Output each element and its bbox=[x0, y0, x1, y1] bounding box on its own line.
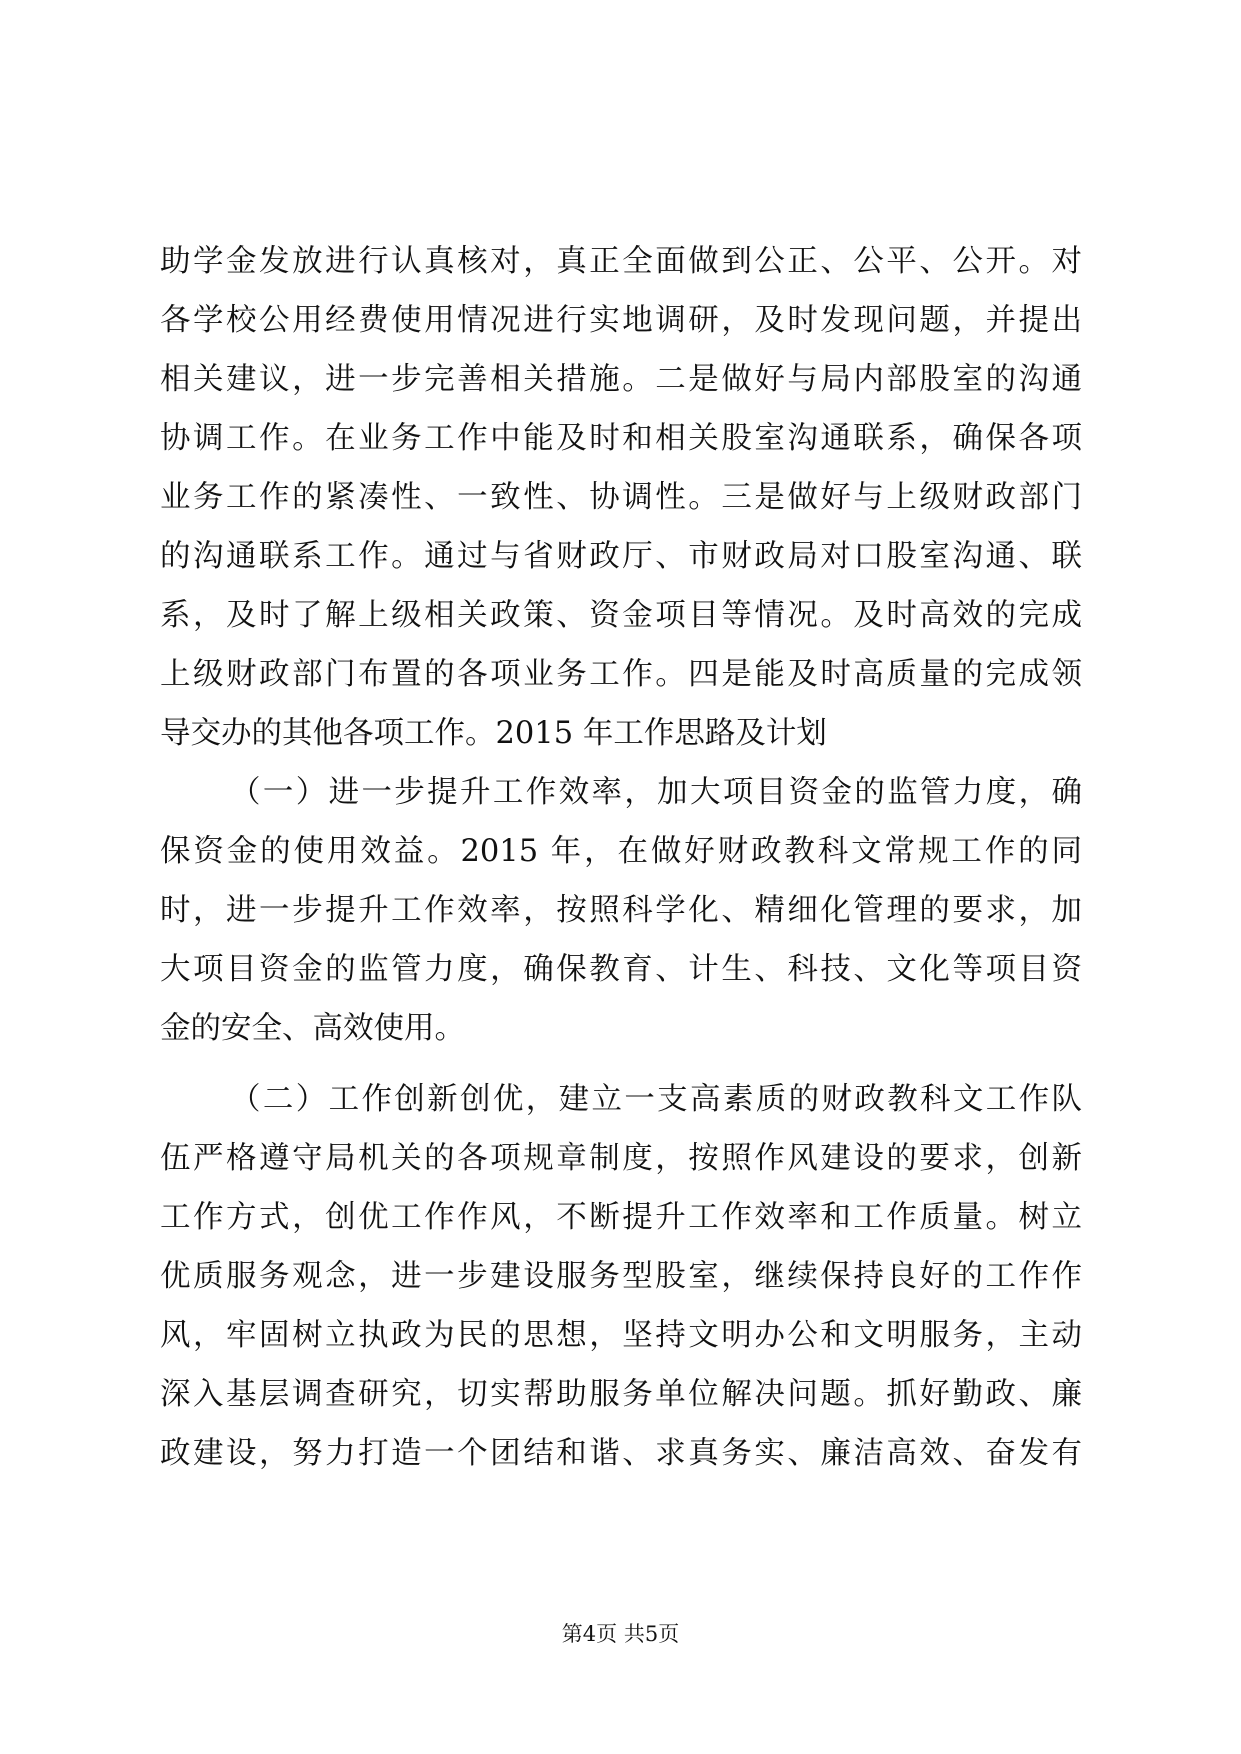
text-line: 时，进一步提升工作效率，按照科学化、精细化管理的要求，加 bbox=[160, 893, 1082, 928]
body-text bbox=[160, 232, 1082, 1483]
text-line: 协调工作。在业务工作中能及时和相关股室沟通联系，确保各项 bbox=[160, 421, 1082, 456]
paragraph-3 bbox=[160, 1070, 1082, 1483]
text-line: （一）进一步提升工作效率，加大项目资金的监管力度，确 bbox=[230, 775, 1082, 810]
text-line: 风，牢固树立执政为民的思想，坚持文明办公和文明服务，主动 bbox=[160, 1318, 1082, 1353]
text-line: 的沟通联系工作。通过与省财政厅、市财政局对口股室沟通、联 bbox=[160, 539, 1082, 574]
text-line: （二）工作创新创优，建立一支高素质的财政教科文工作队 bbox=[230, 1082, 1082, 1117]
text-line: 政建设，努力打造一个团结和谐、求真务实、廉洁高效、奋发有 bbox=[160, 1436, 1082, 1471]
text-line: 大项目资金的监管力度，确保教育、计生、科技、文化等项目资 bbox=[160, 952, 1082, 987]
text-line: 金的安全、高效使用。 bbox=[160, 1011, 465, 1046]
page-number-label: 第4页 共5页 bbox=[561, 1622, 680, 1646]
text-line: 助学金发放进行认真核对，真正全面做到公正、公平、公开。对 bbox=[160, 244, 1082, 279]
paragraph-gap bbox=[160, 1058, 1082, 1070]
text-line: 伍严格遵守局机关的各项规章制度，按照作风建设的要求，创新 bbox=[160, 1141, 1082, 1176]
text-line: 系，及时了解上级相关政策、资金项目等情况。及时高效的完成 bbox=[160, 598, 1082, 633]
text-line: 深入基层调查研究，切实帮助服务单位解决问题。抓好勤政、廉 bbox=[160, 1377, 1082, 1412]
text-line: 业务工作的紧凑性、一致性、协调性。三是做好与上级财政部门 bbox=[160, 480, 1082, 515]
text-line: 相关建议，进一步完善相关措施。二是做好与局内部股室的沟通 bbox=[160, 362, 1082, 397]
page-footer bbox=[0, 1620, 1241, 1648]
text-line: 各学校公用经费使用情况进行实地调研，及时发现问题，并提出 bbox=[160, 303, 1082, 338]
text-line: 上级财政部门布置的各项业务工作。四是能及时高质量的完成领 bbox=[160, 657, 1082, 692]
text-line: 导交办的其他各项工作。2015 年工作思路及计划 bbox=[160, 716, 827, 751]
paragraph-1 bbox=[160, 232, 1082, 763]
text-line: 工作方式，创优工作作风，不断提升工作效率和工作质量。树立 bbox=[160, 1200, 1082, 1235]
text-line: 优质服务观念，进一步建设服务型股室，继续保持良好的工作作 bbox=[160, 1259, 1082, 1294]
text-line: 保资金的使用效益。2015 年，在做好财政教科文常规工作的同 bbox=[160, 834, 1082, 869]
paragraph-2 bbox=[160, 763, 1082, 1058]
